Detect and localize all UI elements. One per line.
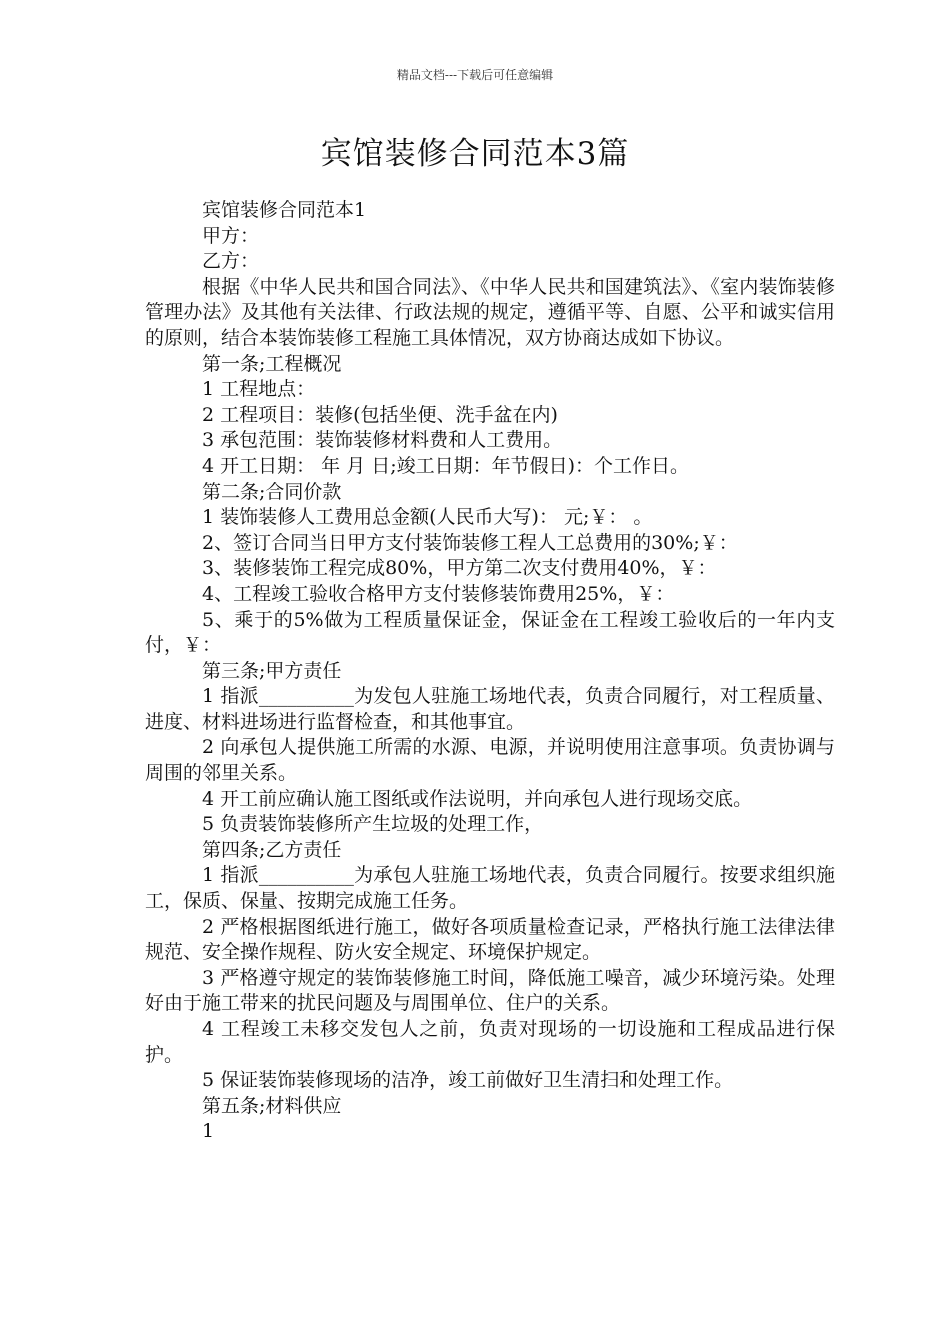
article-heading: 第一条;工程概况 bbox=[202, 352, 342, 375]
subtitle: 宾馆装修合同范本1 bbox=[202, 199, 367, 221]
clause-paragraph: 1 指派__________为承包人驻施工场地代表，负责合同履行。按要求组织施工，保质、保量、按期完成施工任务。 bbox=[145, 864, 835, 913]
contract-body bbox=[145, 198, 835, 1145]
clause-paragraph: 2 严格根据图纸进行施工，做好各项质量检查记录，严格执行施工法律法律规范、安全操作规程、防火安全规定、环境保护规定。 bbox=[145, 915, 835, 964]
clause-paragraph: 2 工程项目：装修(包括坐便、洗手盆在内) bbox=[202, 403, 558, 426]
clause-paragraph: 3 承包范围：装饰装修材料费和人工费用。 bbox=[202, 429, 563, 452]
clause-paragraph: 4 工程竣工未移交发包人之前，负责对现场的一切设施和工程成品进行保护。 bbox=[145, 1018, 835, 1066]
document-title: 宾馆装修合同范本3篇 bbox=[320, 136, 630, 172]
article-heading: 第四条;乙方责任 bbox=[202, 838, 342, 861]
party-a-line: 甲方： bbox=[202, 224, 260, 247]
clause-paragraph: 4 开工前应确认施工图纸或作法说明，并向承包人进行现场交底。 bbox=[202, 787, 753, 810]
clause-paragraph: 1 工程地点： bbox=[202, 378, 316, 401]
clause-paragraph: 4、工程竣工验收合格甲方支付装修装饰费用25%，￥： bbox=[202, 582, 675, 605]
clause-paragraph: 3、装修装饰工程完成80%，甲方第二次支付费用40%，￥： bbox=[202, 557, 717, 580]
clause-paragraph: 3 严格遵守规定的装饰装修施工时间，降低施工噪音，减少环境污染。处理好由于施工带来的扰民问题及与周围单位、住户的关系。 bbox=[145, 966, 835, 1015]
preamble-paragraph: 根据《中华人民共和国合同法》、《中华人民共和国建筑法》、《室内装饰装修管理办法》及其他有关法律、行政法规的规定，遵循平等、自愿、公平和诚实信用的原则，结合本装饰装修工程施工具体情况，双方协商达成如下协议。 bbox=[145, 275, 835, 349]
article-heading: 第三条;甲方责任 bbox=[202, 659, 342, 682]
clause-paragraph: 2 向承包人提供施工所需的水源、电源，并说明使用注意事项。负责协调与周围的邻里关系。 bbox=[145, 736, 835, 785]
clause-paragraph: 1 装饰装修人工费用总金额(人民币大写)： 元;￥： 。 bbox=[202, 506, 653, 529]
clause-paragraph: 1 指派__________为发包人驻施工场地代表，负责合同履行，对工程质量、进度、材料进场进行监督检查，和其他事宜。 bbox=[145, 685, 835, 733]
clause-paragraph: 2、签订合同当日甲方支付装饰装修工程人工总费用的30%;￥： bbox=[202, 531, 738, 554]
clause-paragraph: 5 保证装饰装修现场的洁净，竣工前做好卫生清扫和处理工作。 bbox=[202, 1069, 734, 1092]
clause-paragraph: 4 开工日期： 年 月 日;竣工日期：年节假日)：个工作日。 bbox=[202, 454, 690, 477]
article-heading: 第五条;材料供应 bbox=[202, 1094, 342, 1117]
clause-paragraph: 5 负责装饰装修所产生垃圾的处理工作， bbox=[202, 813, 544, 836]
page-header: 精品文档---下载后可任意编辑 bbox=[396, 68, 554, 82]
article-heading: 第二条;合同价款 bbox=[202, 480, 342, 503]
clause-paragraph: 5、乘于的5%做为工程质量保证金，保证金在工程竣工验收后的一年内支付，￥： bbox=[145, 608, 835, 657]
clause-paragraph: 1 bbox=[202, 1120, 215, 1143]
party-b-line: 乙方： bbox=[202, 250, 260, 273]
